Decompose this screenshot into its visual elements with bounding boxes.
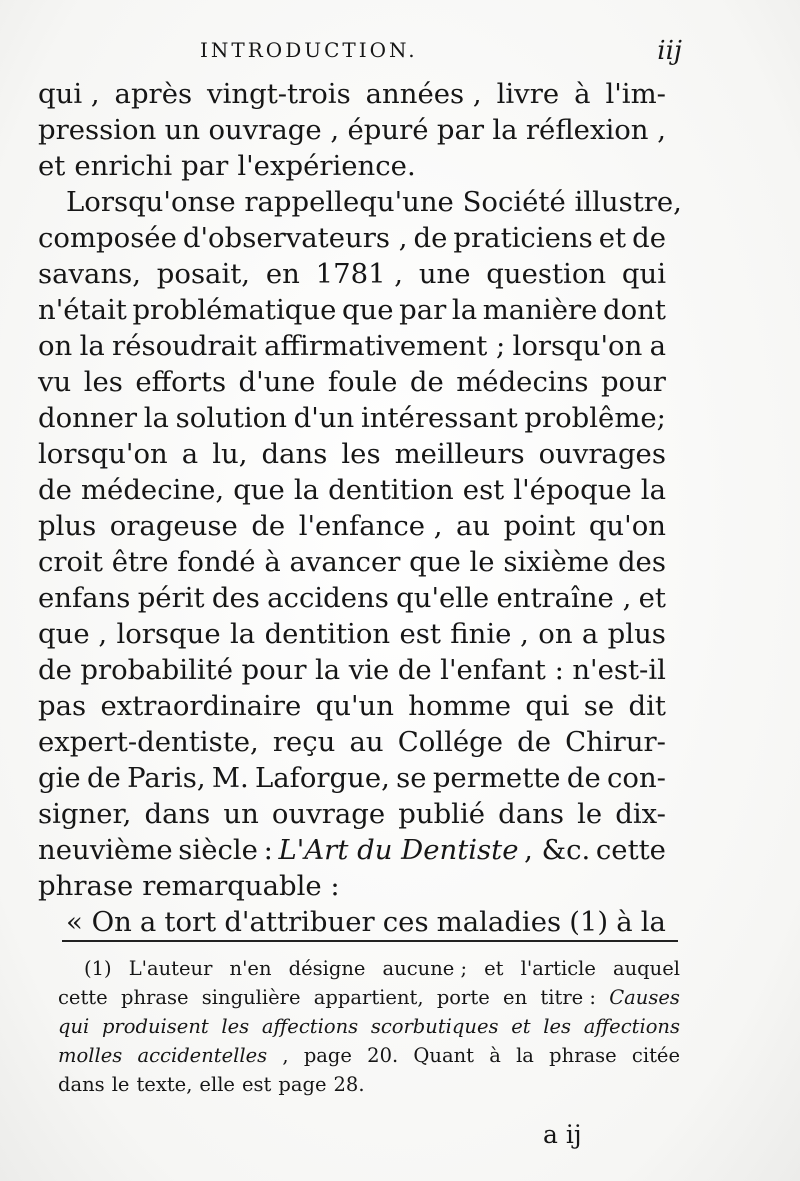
word: pour xyxy=(241,654,307,686)
word: a xyxy=(139,906,157,938)
word: siècle xyxy=(178,834,258,866)
word: être xyxy=(111,546,169,578)
word: la xyxy=(492,114,518,146)
word: ouvrage , xyxy=(208,114,340,146)
footnote-word: singulière xyxy=(201,986,301,1009)
word: enfans xyxy=(38,582,131,614)
word: qu'elle xyxy=(396,582,490,614)
word: le xyxy=(577,798,603,830)
word: au xyxy=(456,510,491,542)
word: n'était xyxy=(38,294,127,326)
word: ces xyxy=(382,906,429,938)
text-line xyxy=(38,868,666,904)
word: qu'on xyxy=(588,510,666,542)
word: fondé xyxy=(177,546,256,578)
word: pour xyxy=(600,366,666,398)
footnote-word: dans xyxy=(58,1073,105,1096)
word: la xyxy=(640,906,666,938)
word: sixième xyxy=(503,546,610,578)
word: de xyxy=(251,510,286,542)
page-number: iij xyxy=(657,36,682,66)
word: par xyxy=(399,294,447,326)
word: plus xyxy=(607,618,666,650)
word: à xyxy=(574,78,591,110)
word: l'enfance , xyxy=(298,510,443,542)
word: à xyxy=(616,906,633,938)
word: en xyxy=(265,258,300,290)
word: se xyxy=(396,762,427,794)
footnote-word: Quant xyxy=(413,1044,474,1067)
footnote-word: l'article xyxy=(520,957,596,980)
word: des xyxy=(617,546,666,578)
word: entraîne , xyxy=(496,582,632,614)
word: de xyxy=(397,654,432,686)
word: intéressant xyxy=(360,402,518,434)
footnote-word: est xyxy=(241,1073,272,1096)
word: se xyxy=(583,690,615,722)
word: Lorsqu'on xyxy=(66,186,206,218)
word: question xyxy=(486,258,607,290)
word: posait, xyxy=(156,258,251,290)
word: gie xyxy=(38,762,81,794)
footnote-word: 28. xyxy=(333,1073,365,1096)
body-text xyxy=(38,76,682,940)
word: de xyxy=(632,222,666,254)
text-line xyxy=(38,184,682,220)
word: Paris, xyxy=(127,762,206,794)
word: médecins xyxy=(456,366,589,398)
text-line xyxy=(38,436,666,472)
word: a xyxy=(581,618,599,650)
word: années , xyxy=(365,78,482,110)
word: de xyxy=(413,222,448,254)
footnote-word: porte xyxy=(436,986,490,1009)
word: d'observateurs , xyxy=(182,222,408,254)
word: d'attribuer xyxy=(224,906,375,938)
word: donner xyxy=(38,402,138,434)
footnote-word: les xyxy=(543,1015,572,1038)
word: de xyxy=(409,366,444,398)
word: dans xyxy=(261,438,328,470)
word: le xyxy=(469,546,495,578)
word: la xyxy=(79,330,105,362)
word: solution xyxy=(175,402,287,434)
word: la xyxy=(451,294,478,326)
word: (1) xyxy=(569,906,609,938)
text-line xyxy=(38,544,666,580)
word: pression xyxy=(38,114,157,146)
text-line xyxy=(38,328,666,364)
word: vu xyxy=(38,366,72,398)
word: résoudrait xyxy=(112,330,257,362)
word: dit xyxy=(628,690,666,722)
footnote-word: accidentelles xyxy=(137,1044,268,1067)
footnote-word: et xyxy=(511,1015,531,1038)
word: neuvième xyxy=(38,834,173,866)
footnote-word: scorbutiques xyxy=(370,1015,499,1038)
word: et xyxy=(638,582,666,614)
word: l'expérience. xyxy=(237,150,416,182)
footnote-word: L'auteur xyxy=(128,957,213,980)
word: Chirur- xyxy=(565,726,666,758)
word: problême; xyxy=(524,402,666,434)
word: d'un xyxy=(293,402,355,434)
footnote-word: en xyxy=(503,986,528,1009)
word: signer, xyxy=(38,798,132,830)
word: croit xyxy=(38,546,103,578)
footnote-word: n'en xyxy=(229,957,272,980)
running-head xyxy=(200,38,682,68)
word: maladies xyxy=(436,906,562,938)
word: manière xyxy=(482,294,598,326)
footnote-word: molles xyxy=(58,1044,123,1067)
word: une xyxy=(418,258,471,290)
text-line xyxy=(38,796,666,832)
word: cette xyxy=(595,834,666,866)
word: par xyxy=(436,114,485,146)
footnote-word: aucune ; xyxy=(382,957,468,980)
word: l'époque xyxy=(513,474,632,506)
word: reçu xyxy=(272,726,336,758)
word: de xyxy=(38,474,72,506)
footnote-word: elle xyxy=(199,1073,235,1096)
footnote-word: page xyxy=(278,1073,327,1096)
word: est xyxy=(399,618,441,650)
word: au xyxy=(349,726,384,758)
word: pas xyxy=(38,690,87,722)
word: l'enfant : xyxy=(440,654,564,686)
word: n'est-il xyxy=(572,654,666,686)
word: l'im- xyxy=(605,78,666,110)
word: après xyxy=(114,78,193,110)
word: à xyxy=(264,546,281,578)
word: efforts xyxy=(135,366,227,398)
word: 1781 , xyxy=(315,258,404,290)
word: permette xyxy=(432,762,561,794)
text-line xyxy=(38,472,666,508)
word: praticiens xyxy=(453,222,593,254)
footnote-word: la xyxy=(516,1044,534,1067)
word: livre xyxy=(496,78,560,110)
word: qui xyxy=(621,258,666,290)
word: remarquable : xyxy=(142,870,340,902)
word: orageuse xyxy=(109,510,238,542)
word: dans xyxy=(144,798,211,830)
word: vingt-trois xyxy=(207,78,351,110)
footnote-word: , xyxy=(282,1044,289,1067)
word: expert-dentiste, xyxy=(38,726,259,758)
footnote-line xyxy=(58,1041,680,1070)
text-line xyxy=(38,832,666,868)
footnote-word: produisent xyxy=(101,1015,209,1038)
word: d'une xyxy=(238,366,316,398)
footnote-word: et xyxy=(484,957,504,980)
text-line xyxy=(38,580,666,616)
footnote-rule xyxy=(62,940,678,942)
word: les xyxy=(83,366,123,398)
word: savans, xyxy=(38,258,142,290)
footnotes xyxy=(58,954,680,1099)
word: de xyxy=(86,762,121,794)
word: accidens xyxy=(267,582,389,614)
word: est xyxy=(462,474,505,506)
footnote-word: texte, xyxy=(136,1073,193,1096)
footnote-line xyxy=(58,983,680,1012)
word: Laforgue, xyxy=(255,762,390,794)
text-line xyxy=(38,400,666,436)
text-line xyxy=(38,688,666,724)
word: lorsqu'on xyxy=(512,330,643,362)
word: lorsque xyxy=(116,618,221,650)
running-title: INTRODUCTION. xyxy=(200,38,418,62)
word: un xyxy=(223,798,259,830)
text-line xyxy=(38,76,666,112)
footnote-word: affections xyxy=(583,1015,680,1038)
footnote-word: page xyxy=(303,1044,352,1067)
footnote-word: auquel xyxy=(612,957,680,980)
word: tort xyxy=(164,906,217,938)
text-line xyxy=(38,652,666,688)
word: un xyxy=(164,114,201,146)
word: ouvrages xyxy=(538,438,666,470)
signature-mark: a ij xyxy=(543,1120,582,1149)
word: qu'une Société illustre, xyxy=(359,186,682,218)
footnote-word: citée xyxy=(631,1044,680,1067)
footnote-word: phrase xyxy=(549,1044,617,1067)
word: que xyxy=(409,546,461,578)
word: Collége xyxy=(397,726,504,758)
footnote-word: appartient, xyxy=(313,986,424,1009)
word: composée xyxy=(38,222,177,254)
word: lu, xyxy=(212,438,248,470)
word: que xyxy=(233,474,285,506)
word: dentition xyxy=(328,474,454,506)
text-line xyxy=(38,148,666,184)
word: que xyxy=(341,294,394,326)
word: L'Art du Dentiste xyxy=(278,834,519,866)
word: se rappelle xyxy=(205,186,360,218)
word: a xyxy=(649,330,666,362)
footnote-word: désigne xyxy=(288,957,366,980)
word: dix- xyxy=(615,798,666,830)
word: de xyxy=(566,762,601,794)
word: lorsqu'on xyxy=(38,438,168,470)
word: foule xyxy=(327,366,398,398)
word: les xyxy=(341,438,381,470)
word: la xyxy=(230,618,256,650)
word: plus xyxy=(38,510,97,542)
word: a xyxy=(181,438,199,470)
footnote-word: (1) xyxy=(84,957,112,980)
text-line xyxy=(38,220,666,256)
footnote-word: à xyxy=(489,1044,501,1067)
word: la xyxy=(640,474,666,506)
footnote-word: phrase xyxy=(120,986,189,1009)
word: qu'un xyxy=(315,690,394,722)
word: des xyxy=(211,582,260,614)
word: épuré xyxy=(347,114,429,146)
word: publié xyxy=(398,798,486,830)
word: enrichi xyxy=(74,150,173,182)
word: vie xyxy=(348,654,390,686)
footnote-word: cette xyxy=(58,986,108,1009)
text-line xyxy=(38,760,666,796)
text-line xyxy=(38,112,666,148)
footnote-word: Causes xyxy=(609,986,680,1009)
word: de xyxy=(517,726,552,758)
footnote-word: affections xyxy=(261,1015,359,1038)
text-line xyxy=(38,724,666,760)
word: que , xyxy=(38,618,108,650)
word: probabilité xyxy=(80,654,233,686)
word: homme xyxy=(408,690,511,722)
word: finie , xyxy=(450,618,529,650)
word: extraordinaire xyxy=(100,690,302,722)
word: point xyxy=(503,510,576,542)
word: on xyxy=(38,330,73,362)
word: phrase xyxy=(38,870,134,902)
word: dans xyxy=(498,798,564,830)
text-line xyxy=(38,256,666,292)
word: on xyxy=(538,618,573,650)
word: la xyxy=(315,654,341,686)
word: , &c. xyxy=(524,834,591,866)
word: et xyxy=(38,150,66,182)
footnote-word: titre : xyxy=(540,986,596,1009)
word: par xyxy=(181,150,229,182)
word: affirmativement ; xyxy=(264,330,506,362)
word: problématique xyxy=(132,294,337,326)
footnote-word: les xyxy=(221,1015,250,1038)
word: de xyxy=(38,654,72,686)
text-line xyxy=(38,616,666,652)
text-line xyxy=(38,508,666,544)
text-line xyxy=(38,904,666,940)
word: qui xyxy=(525,690,570,722)
footnote-line xyxy=(58,1070,680,1099)
word: dentition xyxy=(264,618,391,650)
word: périt xyxy=(137,582,205,614)
word: la xyxy=(143,402,169,434)
word: meilleurs xyxy=(394,438,525,470)
word: médecine, xyxy=(80,474,225,506)
footnote-word: le xyxy=(111,1073,130,1096)
word: avancer xyxy=(289,546,401,578)
word: dont xyxy=(603,294,666,326)
word: M. xyxy=(211,762,249,794)
word: la xyxy=(293,474,320,506)
footnote-word: qui xyxy=(58,1015,90,1038)
footnote-line xyxy=(58,954,680,983)
word: con- xyxy=(607,762,666,794)
footnote-word: 20. xyxy=(367,1044,399,1067)
word: ouvrage xyxy=(271,798,386,830)
word: : xyxy=(263,834,273,866)
text-line xyxy=(38,292,666,328)
word: qui , xyxy=(38,78,100,110)
text-line xyxy=(38,364,666,400)
word: « On xyxy=(66,906,132,938)
footnote-line xyxy=(58,1012,680,1041)
word: et xyxy=(598,222,627,254)
word: réflexion , xyxy=(525,114,666,146)
